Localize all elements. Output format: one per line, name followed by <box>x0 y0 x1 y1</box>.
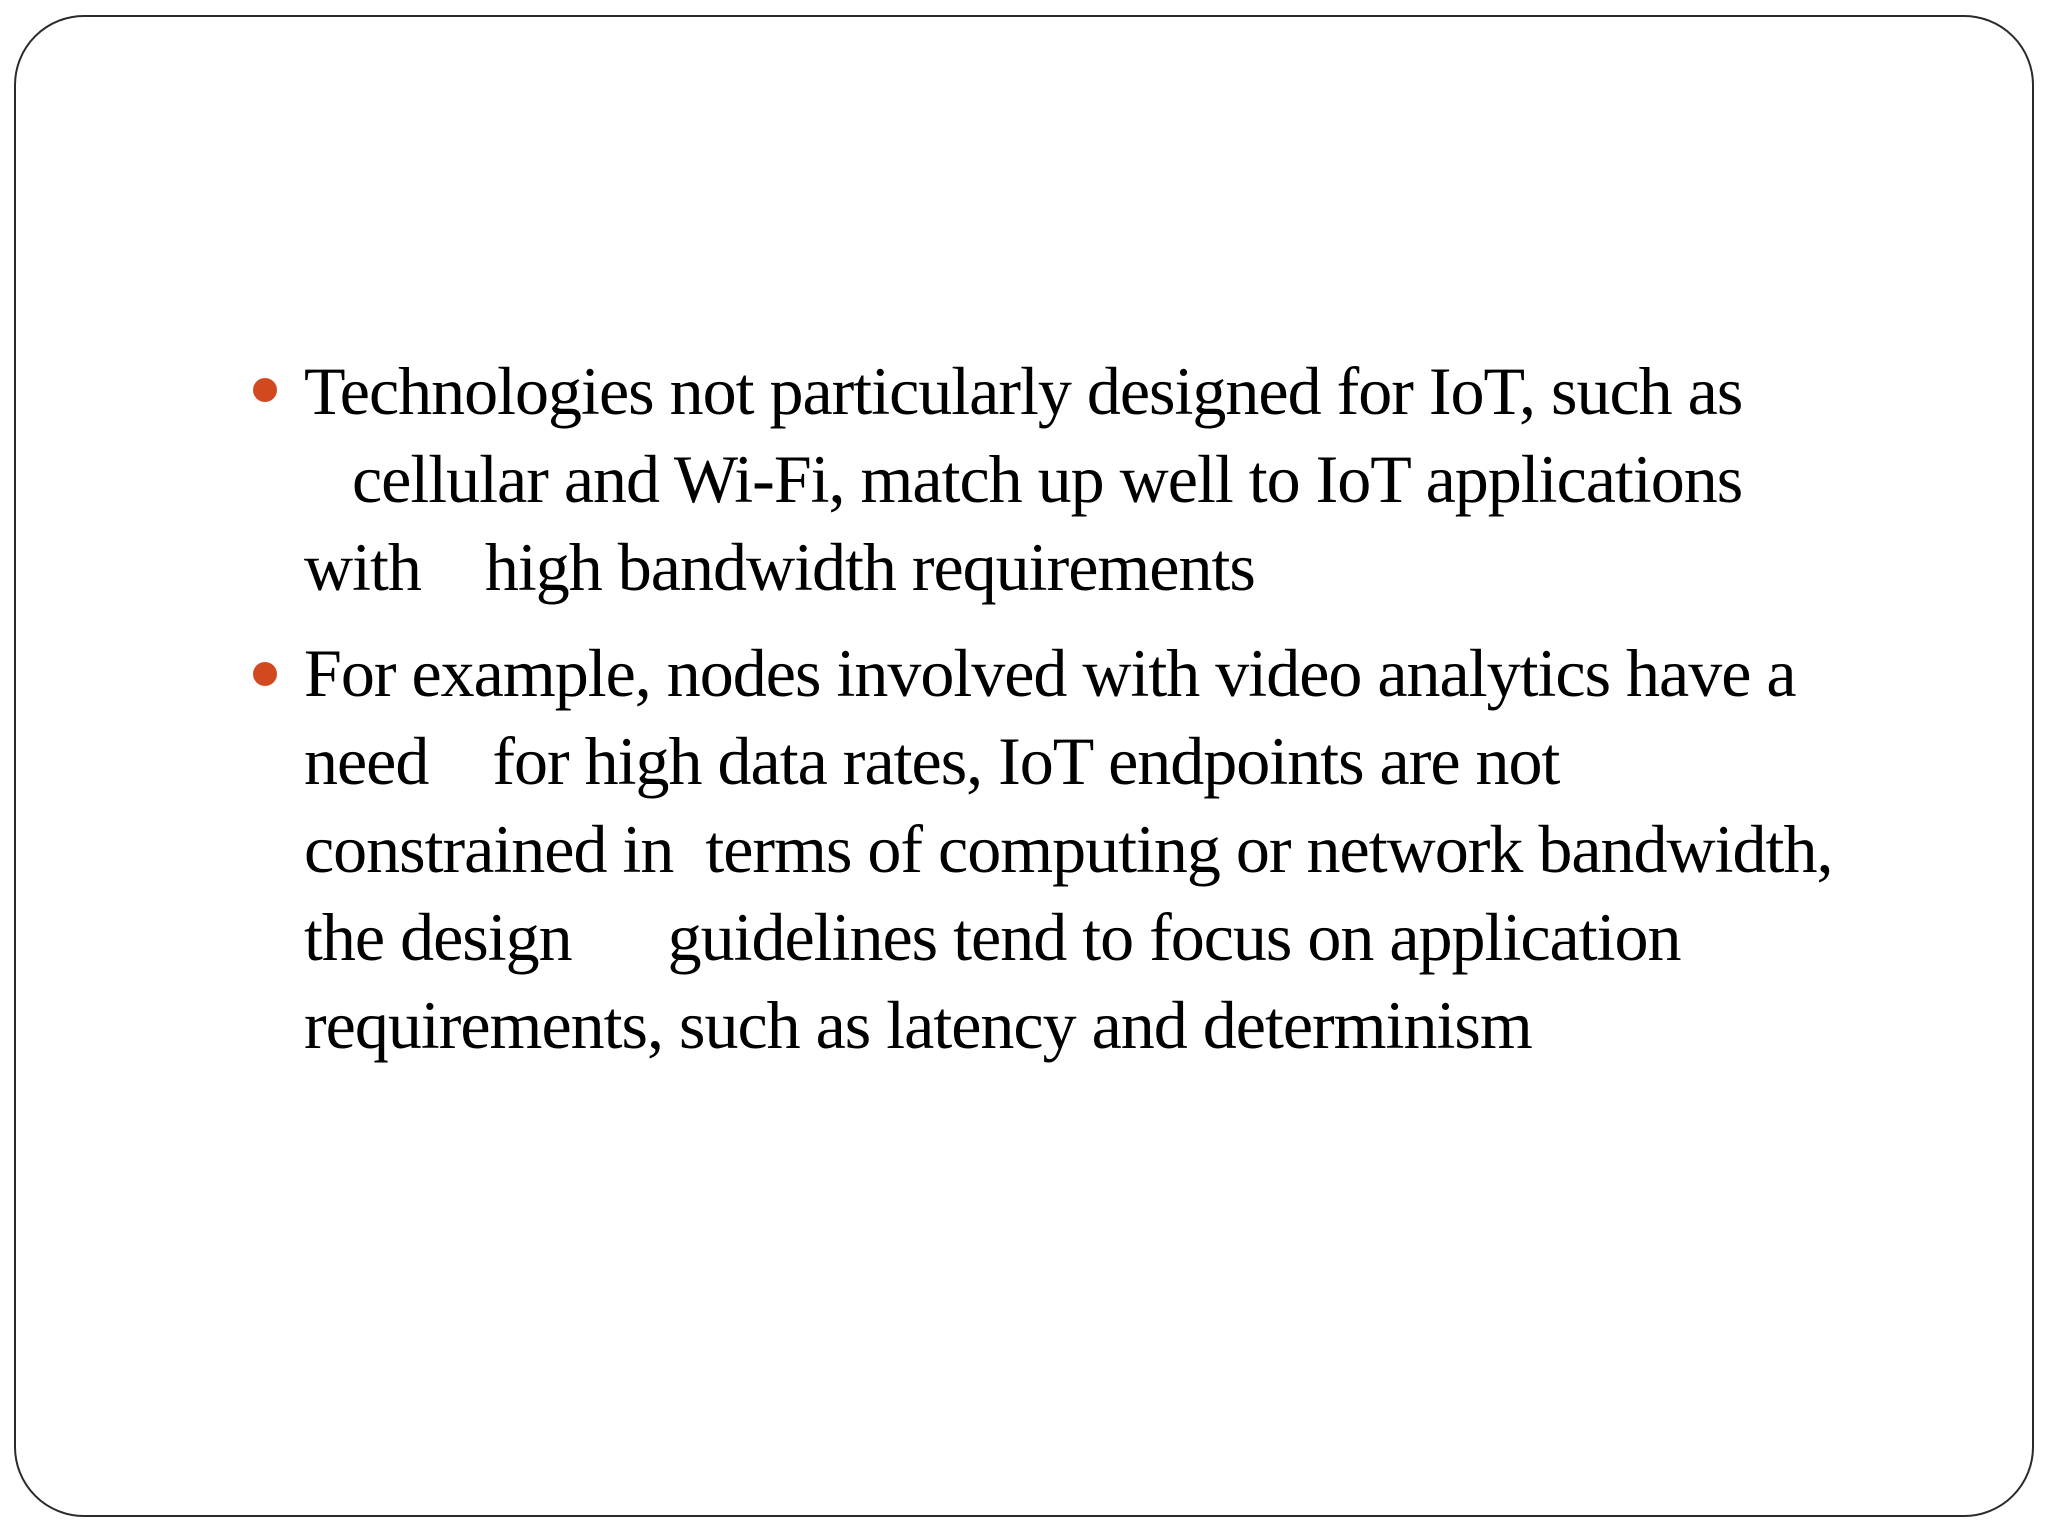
bullet-dot-icon <box>253 662 277 686</box>
bullet-text-line: For example, nodes involved with video analytics have a <box>304 635 1796 711</box>
bullet-text-line: the design guidelines tend to focus on application <box>304 899 1681 975</box>
bullet-text-line: Technologies not particularly designed for IoT, such as <box>304 353 1743 429</box>
bullet-text-line: need for high data rates, IoT endpoints are not <box>304 723 1560 799</box>
bullet-list <box>16 17 2032 1515</box>
slide <box>14 15 2034 1517</box>
bullet-text-line: with high bandwidth requirements <box>304 529 1255 605</box>
bullet-text-line: cellular and Wi-Fi, match up well to IoT applications <box>304 441 1743 517</box>
bullet-dot-icon <box>253 378 277 402</box>
bullet-item <box>253 351 1973 621</box>
bullet-item <box>253 633 1973 1083</box>
bullet-text-line: constrained in terms of computing or network bandwidth, <box>304 811 1833 887</box>
bullet-text-line: requirements, such as latency and determinism <box>304 987 1532 1063</box>
